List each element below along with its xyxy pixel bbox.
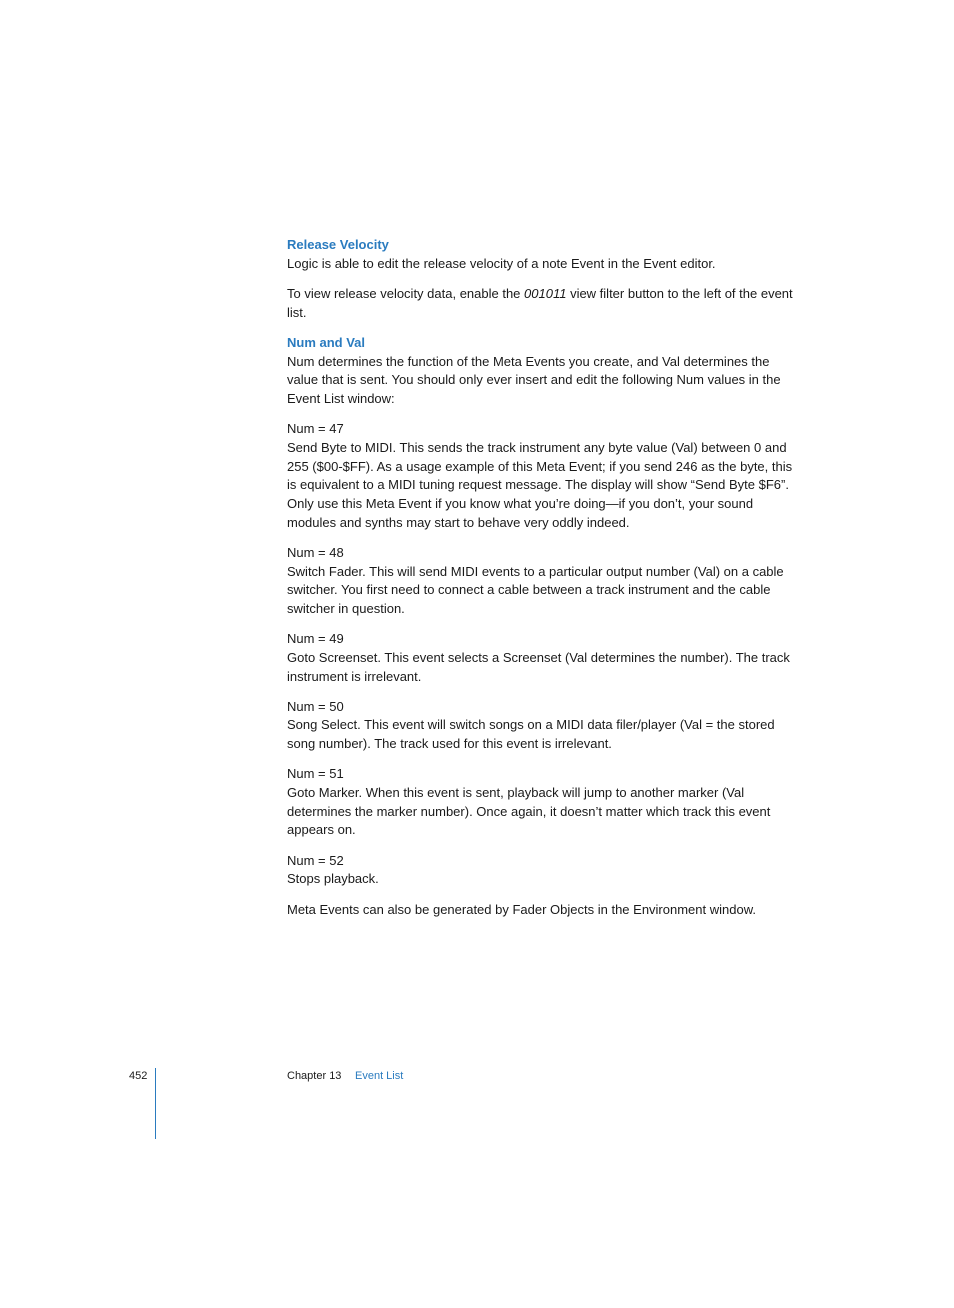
paragraph-text: view filter button to the left of the event list. bbox=[287, 285, 793, 320]
num-item-51 bbox=[287, 765, 797, 840]
page-content bbox=[287, 236, 797, 931]
num-item-47 bbox=[287, 420, 797, 532]
num-item-text: Song Select. This event will switch songs on a MIDI data filer/player (Val = the stored song number). The track used for this event is irrelevant. bbox=[287, 717, 775, 752]
num-item-text: Send Byte to MIDI. This sends the track instrument any byte value (Val) between 0 and 255 ($00-$FF). As a usage example of this Meta Event; if you send 246 as the byte, this is equivalent to a MIDI tuning request message. The display will show “Send Byte $F6”. Only use this Meta Event if you know what you’re doing—if you don’t, your sound modules and synths may start to behave very oddly indeed. bbox=[287, 439, 793, 530]
footer-section-link[interactable]: Event List bbox=[355, 1070, 404, 1082]
num-item-text: Stops playback. bbox=[287, 871, 379, 887]
num-item-49 bbox=[287, 630, 797, 686]
num-item-text: Goto Screenset. This event selects a Screenset (Val determines the number). The track instrument is irrelevant. bbox=[287, 649, 790, 684]
filter-button-name: 001011 bbox=[524, 285, 567, 301]
paragraph-num-and-val-intro: Num determines the function of the Meta Events you create, and Val determines the value that is sent. You should only ever insert and edit the following Num values in the Event List window: bbox=[287, 353, 781, 406]
paragraph-closing: Meta Events can also be generated by Fader Objects in the Environment window. bbox=[287, 901, 756, 917]
num-item-title: Num = 51 bbox=[287, 766, 344, 782]
num-item-50 bbox=[287, 698, 797, 754]
num-item-52 bbox=[287, 852, 797, 889]
heading-num-and-val: Num and Val bbox=[287, 334, 366, 350]
num-item-title: Num = 50 bbox=[287, 698, 344, 714]
num-item-title: Num = 48 bbox=[287, 544, 344, 560]
num-item-title: Num = 47 bbox=[287, 421, 344, 437]
paragraph-release-velocity-1: Logic is able to edit the release velocity of a note Event in the Event editor. bbox=[287, 255, 716, 271]
paragraph-text: To view release velocity data, enable the bbox=[287, 285, 525, 301]
num-item-title: Num = 49 bbox=[287, 631, 344, 647]
heading-release-velocity: Release Velocity bbox=[287, 237, 389, 252]
page-number: 452 bbox=[129, 1070, 148, 1082]
num-item-text: Goto Marker. When this event is sent, playback will jump to another marker (Val determines the marker number). Once again, it doesn’t matter which track this event appears on. bbox=[287, 785, 771, 838]
footer-chapter-label: Chapter 13 bbox=[287, 1070, 342, 1082]
paragraph-release-velocity-2 bbox=[287, 285, 797, 322]
num-item-48 bbox=[287, 544, 797, 619]
footer-divider bbox=[155, 1068, 156, 1139]
num-item-title: Num = 52 bbox=[287, 852, 344, 868]
num-item-text: Switch Fader. This will send MIDI events to a particular output number (Val) on a cable switcher. You first need to connect a cable between a track instrument and the cable switcher in question. bbox=[287, 563, 784, 616]
